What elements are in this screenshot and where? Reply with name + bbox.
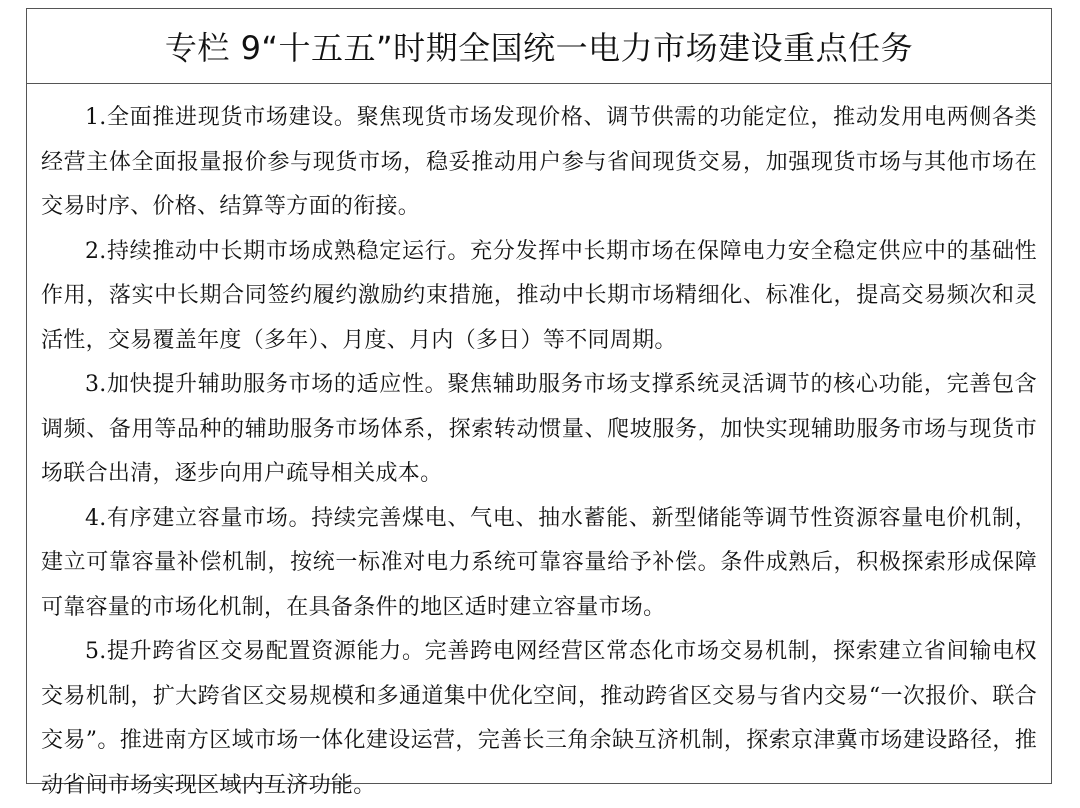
title-row: [27, 9, 1051, 84]
column-body: [27, 84, 1051, 808]
task-item-3: 3.加快提升辅助服务市场的适应性。聚焦辅助服务市场支撑系统灵活调节的核心功能，完善包含调频、备用等品种的辅助服务市场体系，探索转动惯量、爬坡服务，加快实现辅助服务市场与现货市场联合出清，逐步向用户疏导相关成本。: [41, 372, 1037, 486]
column-box: [26, 8, 1052, 798]
task-item-1: 1.全面推进现货市场建设。聚焦现货市场发现价格、调节供需的功能定位，推动发用电两侧各类经营主体全面报量报价参与现货市场，稳妥推动用户参与省间现货交易，加强现货市场与其他市场在交易时序、价格、结算等方面的衔接。: [41, 105, 1037, 219]
task-item-2: 2.持续推动中长期市场成熟稳定运行。充分发挥中长期市场在保障电力安全稳定供应中的基础性作用，落实中长期合同签约履约激励约束措施，推动中长期市场精细化、标准化，提高交易频次和灵活性，交易覆盖年度（多年）、月度、月内（多日）等不同周期。: [41, 238, 1037, 353]
task-item-5: 5.提升跨省区交易配置资源能力。完善跨电网经营区常态化市场交易机制，探索建立省间输电权交易机制，扩大跨省区交易规模和多通道集中优化空间，推动跨省区交易与省内交易“一次报价、联合交易”。推进南方区域市场一体化建设运营，完善长三角余缺互济机制，探索京津冀市场建设路径，推动省间市场实现区域内互济功能。: [41, 639, 1037, 798]
column-title: 专栏 9“十五五”时期全国统一电力市场建设重点任务: [164, 29, 914, 67]
task-item-4: 4.有序建立容量市场。持续完善煤电、气电、抽水蓄能、新型储能等调节性资源容量电价机制，建立可靠容量补偿机制，按统一标准对电力系统可靠容量给予补偿。条件成熟后，积极探索形成保障可靠容量的市场化机制，在具备条件的地区适时建立容量市场。: [41, 505, 1037, 620]
